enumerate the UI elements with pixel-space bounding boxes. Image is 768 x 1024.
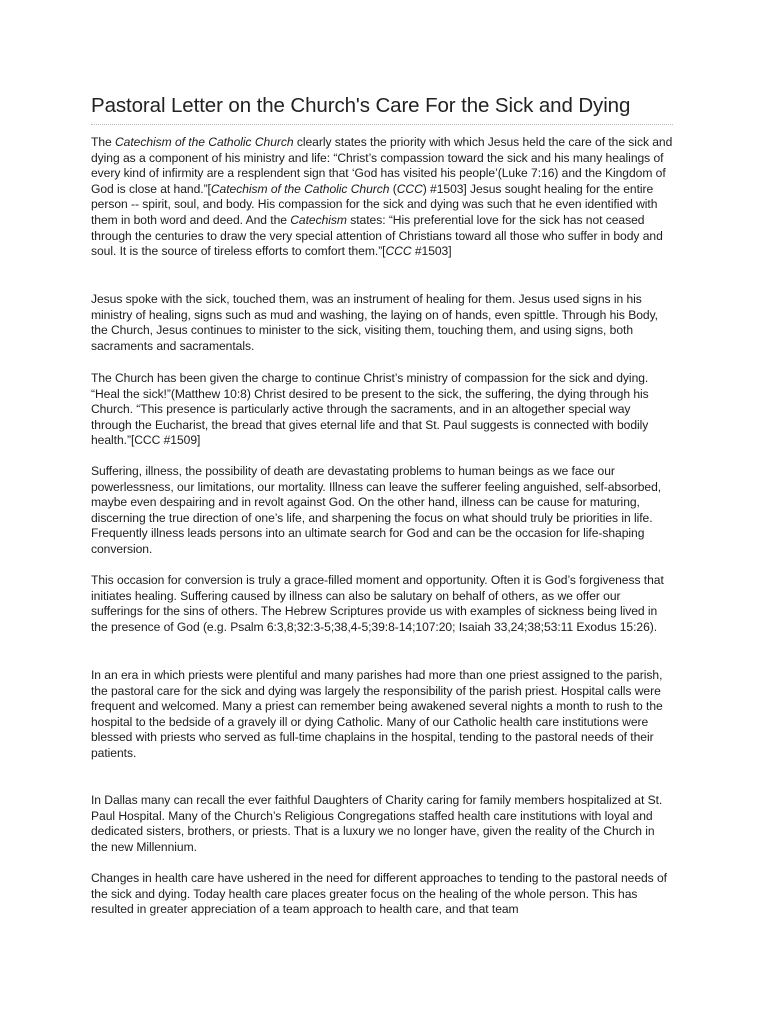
paragraph-1-italic-catechism: Catechism of the Catholic Church <box>115 135 294 149</box>
paragraph-1-italic-catechism-cite: Catechism of the Catholic Church <box>210 181 390 196</box>
paragraph-1-text-a: The <box>91 135 115 149</box>
paragraph-1-text-g: ) #1503] Jesus sought healing for the entire person -- spirit, soul, and body. His compassion for the sick and dying was such that he even identified with them in both word and deed. And the <box>91 181 658 227</box>
title-divider <box>91 124 673 125</box>
paragraph-1-italic-ccc-end: CCC <box>385 244 412 259</box>
document-page <box>91 94 673 917</box>
paragraph-3: The Church has been given the charge to continue Christ’s ministry of compassion for the sick and dying. “Heal the sick!”(Matthew 10:8) Christ desired to be present to the sick, the suffering, the dying through his Church. “This presence is particularly active through the sacraments, and in an altogether special way through the Eucharist, the bread that gives eternal life and that St. Paul suggests is connected with bodily health.”[CCC #1509] <box>91 371 649 448</box>
paragraph-7: In Dallas many can recall the ever faithful Daughters of Charity caring for family members hospitalized at St. Paul Hospital. Many of the Church’s Religious Congregations staffed health care institutions with loyal and dedicated sisters, brothers, or priests. That is a luxury we no longer have, given the reality of the Church in the new Millennium. <box>91 793 663 854</box>
paragraph-8: Changes in health care have ushered in the need for different approaches to tending to the pastoral needs of the sick and dying. Today health care places greater focus on the healing of the whole person. This has resulted in greater appreciation of a team approach to health care, and that team <box>91 871 667 917</box>
paragraph-1-text-c: clearly states the priority with which Jesus held the care of the sick and dying as a component of his ministry and life: “Christ’s compassion toward the sick and his many healings of every kind of infirmity are a resplendent sign that ‘God has visited his people’(Luke 7:16) and the Kingdom of God is close at hand.”[ <box>91 135 673 196</box>
paragraph-1-italic-catechism-short: Catechism <box>290 212 347 227</box>
paragraph-6: In an era in which priests were plentiful and many parishes had more than one priest assigned to the parish, the pastoral care for the sick and dying was largely the responsibility of the parish priest. Hospital calls were frequent and welcomed. Many a priest can remember being awakened several nights a month to rush to the hospital to the bedside of a gravely ill or dying Catholic. Many of our Catholic health care institutions were blessed with priests who served as full-time chaplains in the hospital, tending to the pastoral needs of their patients. <box>91 668 663 760</box>
paragraph-5: This occasion for conversion is truly a grace-filled moment and opportunity. Often it is God’s forgiveness that initiates healing. Suffering caused by illness can also be salutary on behalf of others, as we offer our sufferings for the sins of others. The Hebrew Scriptures provide us with examples of sickness being lived in the presence of God (e.g. Psalm 6:3,8;32:3-5;38,4-5;39:8-14;107:20; Isaiah 33,24;38;53:11 Exodus 15:26). <box>91 573 664 634</box>
paragraph-2: Jesus spoke with the sick, touched them, was an instrument of healing for them. Jesus used signs in his ministry of healing, signs such as mud and washing, the laying on of hands, even spittle. Through his Body, the Church, Jesus continues to minister to the sick, visiting them, touching them, and using signs, both sacraments and sacramentals. <box>91 292 658 353</box>
paragraph-1 <box>91 135 673 260</box>
paragraph-1-text-i: states: “His preferential love for the sick has not ceased through the centuries to draw the very special attention of Christians toward all those who suffer in body and soul. It is the source of tireless efforts to comfort them.”[ <box>91 212 663 259</box>
paragraph-1-text-k: #1503] <box>411 244 452 259</box>
paragraph-4: Suffering, illness, the possibility of death are devastating problems to human beings as we face our powerlessness, our limitations, our mortality. Illness can leave the sufferer feeling anguished, self-absorbed, maybe even despairing and in revolt against God. On the other hand, illness can be cause for maturing, discerning the true direction of one’s life, and sharpening the focus on what should truly be priorities in life. Frequently illness leads persons into an ultimate search for God and can be the occasion for life-shaping conversion. <box>91 464 662 556</box>
paragraph-1-text-e: ( <box>389 181 397 196</box>
paragraph-1-italic-ccc: CCC <box>396 181 423 196</box>
page-title: Pastoral Letter on the Church's Care For the Sick and Dying <box>91 94 631 117</box>
